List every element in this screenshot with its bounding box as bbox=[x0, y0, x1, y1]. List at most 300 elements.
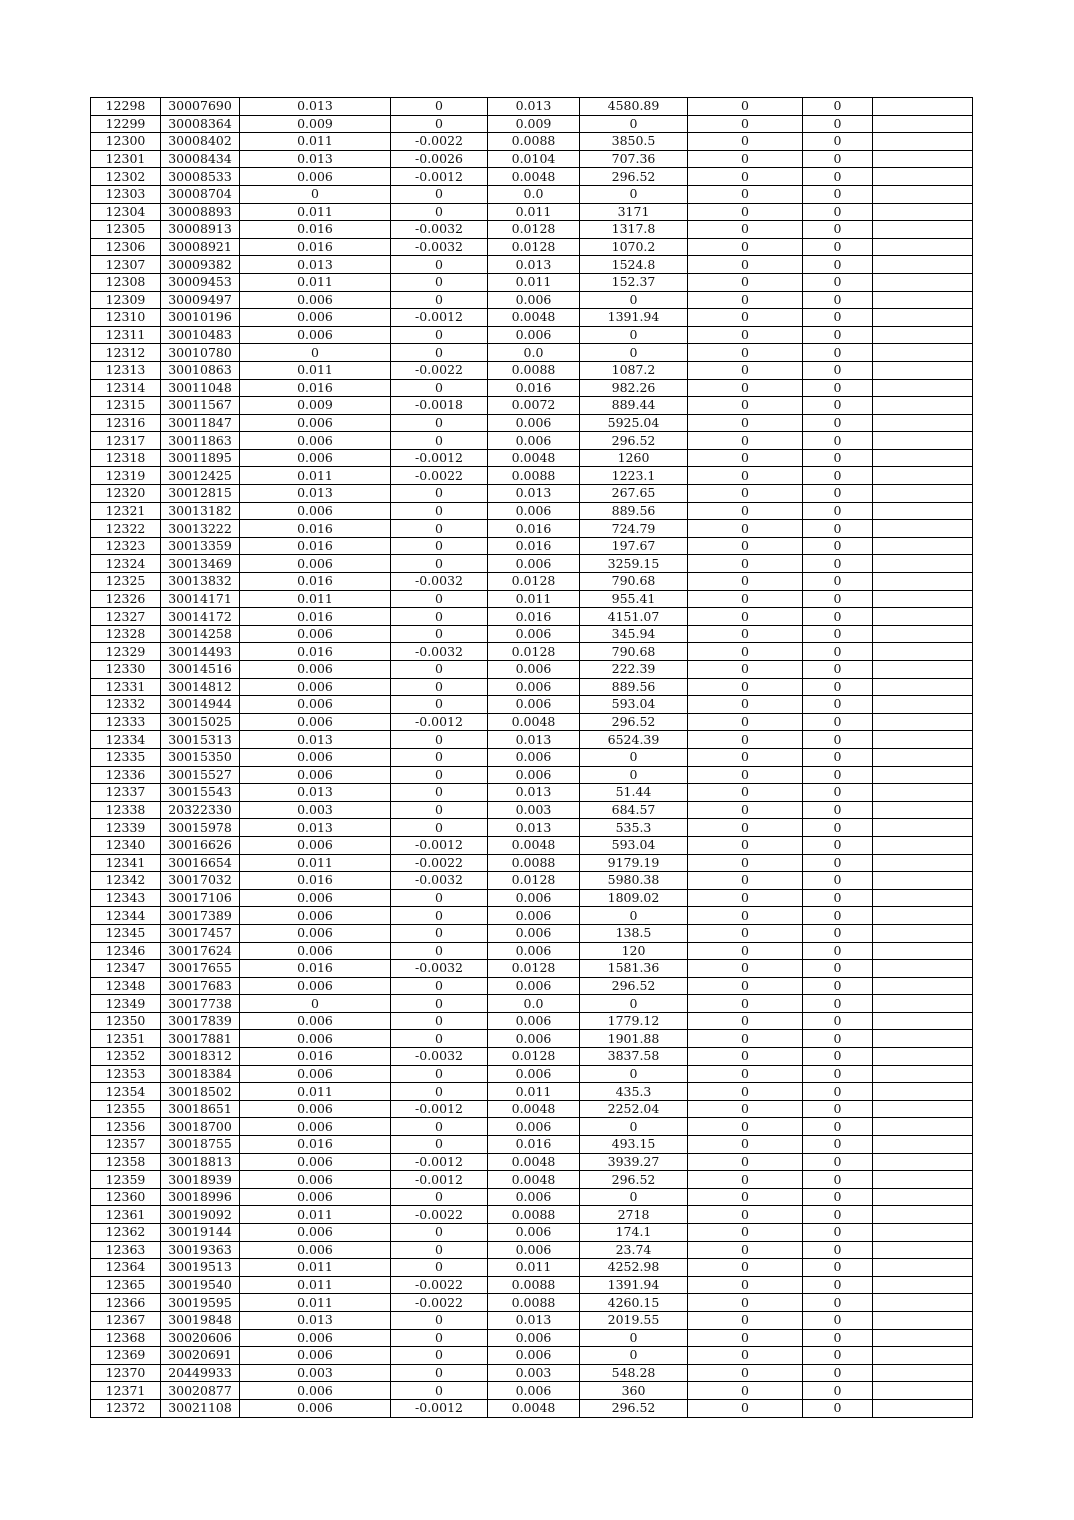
table-cell: 0 bbox=[803, 203, 873, 221]
table-cell: 30010780 bbox=[161, 344, 240, 362]
table-cell: 30020606 bbox=[161, 1329, 240, 1347]
table-cell: -0.0032 bbox=[391, 238, 488, 256]
table-cell: 1223.1 bbox=[580, 467, 688, 485]
table-cell: 0.006 bbox=[240, 1100, 391, 1118]
table-cell: 0.011 bbox=[488, 203, 580, 221]
table-cell: 30014493 bbox=[161, 643, 240, 661]
table-cell: 30017839 bbox=[161, 1012, 240, 1030]
table-cell: 12316 bbox=[91, 414, 161, 432]
table-cell: 0.0072 bbox=[488, 397, 580, 415]
table-cell: 0 bbox=[688, 1259, 803, 1277]
table-cell: 12339 bbox=[91, 819, 161, 837]
table-row bbox=[91, 1241, 973, 1259]
table-cell: 4580.89 bbox=[580, 98, 688, 116]
table-cell: 0 bbox=[688, 801, 803, 819]
table-cell bbox=[873, 449, 973, 467]
table-cell: 0.0048 bbox=[488, 449, 580, 467]
table-cell: 0.016 bbox=[488, 1136, 580, 1154]
table-row bbox=[91, 661, 973, 679]
table-cell bbox=[873, 784, 973, 802]
table-cell: 30012815 bbox=[161, 485, 240, 503]
table-row bbox=[91, 537, 973, 555]
table-cell: 30018813 bbox=[161, 1153, 240, 1171]
table-cell bbox=[873, 854, 973, 872]
table-cell: 0 bbox=[688, 414, 803, 432]
table-cell: 790.68 bbox=[580, 573, 688, 591]
table-row bbox=[91, 361, 973, 379]
table-cell bbox=[873, 397, 973, 415]
table-cell: 0 bbox=[688, 872, 803, 890]
table-cell: 0 bbox=[391, 1136, 488, 1154]
table-cell: 0.006 bbox=[240, 502, 391, 520]
table-cell: 593.04 bbox=[580, 836, 688, 854]
table-cell: 30018755 bbox=[161, 1136, 240, 1154]
table-cell: 12306 bbox=[91, 238, 161, 256]
table-cell: 30015350 bbox=[161, 748, 240, 766]
table-cell: 30019595 bbox=[161, 1294, 240, 1312]
table-cell: 0 bbox=[688, 520, 803, 538]
table-cell: 0.006 bbox=[488, 432, 580, 450]
table-cell: 30018651 bbox=[161, 1100, 240, 1118]
table-cell: 138.5 bbox=[580, 924, 688, 942]
table-cell: 30017106 bbox=[161, 889, 240, 907]
table-cell: 30012425 bbox=[161, 467, 240, 485]
table-cell: 0.006 bbox=[488, 326, 580, 344]
table-cell: 0 bbox=[391, 98, 488, 116]
table-cell bbox=[873, 836, 973, 854]
table-cell: 0 bbox=[688, 625, 803, 643]
table-row bbox=[91, 1259, 973, 1277]
table-row bbox=[91, 907, 973, 925]
table-cell: 0 bbox=[803, 1153, 873, 1171]
table-cell: 0.011 bbox=[488, 1259, 580, 1277]
table-cell: 4252.98 bbox=[580, 1259, 688, 1277]
table-row bbox=[91, 1364, 973, 1382]
table-cell bbox=[873, 1224, 973, 1242]
table-cell: 0 bbox=[688, 819, 803, 837]
table-cell: 0 bbox=[688, 995, 803, 1013]
table-cell bbox=[873, 485, 973, 503]
table-row bbox=[91, 185, 973, 203]
table-cell: 0.013 bbox=[488, 98, 580, 116]
table-cell: 724.79 bbox=[580, 520, 688, 538]
table-row bbox=[91, 256, 973, 274]
table-cell bbox=[873, 115, 973, 133]
table-cell: 0 bbox=[688, 449, 803, 467]
table-cell: 0 bbox=[391, 520, 488, 538]
table-cell bbox=[873, 1329, 973, 1347]
table-cell: 1779.12 bbox=[580, 1012, 688, 1030]
table-cell: 0 bbox=[803, 907, 873, 925]
table-cell: 12351 bbox=[91, 1030, 161, 1048]
table-cell: 0 bbox=[688, 98, 803, 116]
table-cell: 0 bbox=[240, 995, 391, 1013]
table-cell: 0 bbox=[391, 1118, 488, 1136]
table-cell: 12329 bbox=[91, 643, 161, 661]
table-cell: 0.016 bbox=[240, 608, 391, 626]
table-cell: -0.0022 bbox=[391, 1276, 488, 1294]
table-row bbox=[91, 1048, 973, 1066]
table-row bbox=[91, 273, 973, 291]
table-cell: 0.006 bbox=[240, 713, 391, 731]
table-cell: 0 bbox=[803, 344, 873, 362]
table-cell: 0 bbox=[688, 1329, 803, 1347]
table-cell: 0.016 bbox=[240, 1048, 391, 1066]
table-cell: 12299 bbox=[91, 115, 161, 133]
table-cell: 0.006 bbox=[240, 1347, 391, 1365]
table-cell: 0.011 bbox=[240, 467, 391, 485]
table-cell: 0 bbox=[391, 977, 488, 995]
table-cell bbox=[873, 1294, 973, 1312]
table-row bbox=[91, 555, 973, 573]
table-cell: 12335 bbox=[91, 748, 161, 766]
table-cell: 12347 bbox=[91, 960, 161, 978]
table-cell: 0 bbox=[688, 1171, 803, 1189]
table-cell: 12303 bbox=[91, 185, 161, 203]
table-cell: 267.65 bbox=[580, 485, 688, 503]
table-cell: 0 bbox=[803, 1224, 873, 1242]
table-cell bbox=[873, 1100, 973, 1118]
table-cell bbox=[873, 98, 973, 116]
table-cell: 0 bbox=[580, 344, 688, 362]
table-cell bbox=[873, 520, 973, 538]
table-cell: -0.0012 bbox=[391, 713, 488, 731]
table-cell: 30015527 bbox=[161, 766, 240, 784]
table-cell bbox=[873, 379, 973, 397]
table-cell: 0.006 bbox=[488, 696, 580, 714]
table-cell: 889.56 bbox=[580, 502, 688, 520]
table-cell: 12325 bbox=[91, 573, 161, 591]
table-cell: 12320 bbox=[91, 485, 161, 503]
table-cell: 0.006 bbox=[240, 977, 391, 995]
table-cell: 30017655 bbox=[161, 960, 240, 978]
table-cell: 12311 bbox=[91, 326, 161, 344]
table-cell: 30007690 bbox=[161, 98, 240, 116]
table-cell: 0.0088 bbox=[488, 854, 580, 872]
table-cell bbox=[873, 1259, 973, 1277]
table-cell: 0 bbox=[803, 361, 873, 379]
table-cell: 0 bbox=[688, 1065, 803, 1083]
table-cell: 30013222 bbox=[161, 520, 240, 538]
table-cell: 30017738 bbox=[161, 995, 240, 1013]
table-row bbox=[91, 1065, 973, 1083]
table-cell: 0 bbox=[803, 1399, 873, 1417]
table-cell: 0 bbox=[688, 1012, 803, 1030]
table-cell: 0 bbox=[803, 168, 873, 186]
table-cell: -0.0032 bbox=[391, 872, 488, 890]
table-cell: 0.013 bbox=[488, 731, 580, 749]
table-cell: -0.0026 bbox=[391, 150, 488, 168]
table-cell: 30016654 bbox=[161, 854, 240, 872]
table-cell: 0 bbox=[803, 379, 873, 397]
table-cell: 30020691 bbox=[161, 1347, 240, 1365]
table-cell: 0 bbox=[240, 344, 391, 362]
table-cell: 0.0048 bbox=[488, 713, 580, 731]
table-cell: 5925.04 bbox=[580, 414, 688, 432]
table-cell: 0 bbox=[803, 1171, 873, 1189]
table-cell: 0.011 bbox=[240, 854, 391, 872]
table-row bbox=[91, 98, 973, 116]
table-cell: 30010196 bbox=[161, 309, 240, 327]
table-cell: -0.0032 bbox=[391, 221, 488, 239]
table-cell bbox=[873, 1276, 973, 1294]
table-cell: 0.006 bbox=[240, 449, 391, 467]
table-cell bbox=[873, 203, 973, 221]
table-cell: 0 bbox=[391, 1382, 488, 1400]
table-row bbox=[91, 625, 973, 643]
table-row bbox=[91, 784, 973, 802]
table-cell: 0 bbox=[580, 115, 688, 133]
table-cell: 0 bbox=[580, 1347, 688, 1365]
table-cell: 12359 bbox=[91, 1171, 161, 1189]
table-cell: 0.013 bbox=[240, 731, 391, 749]
table-cell bbox=[873, 256, 973, 274]
table-cell: 296.52 bbox=[580, 713, 688, 731]
table-cell: 30015025 bbox=[161, 713, 240, 731]
table-cell: 2252.04 bbox=[580, 1100, 688, 1118]
table-cell: 0.0088 bbox=[488, 133, 580, 151]
table-cell: 3259.15 bbox=[580, 555, 688, 573]
table-row bbox=[91, 1311, 973, 1329]
table-cell: 0 bbox=[688, 555, 803, 573]
table-cell: -0.0032 bbox=[391, 960, 488, 978]
table-cell: 0 bbox=[688, 1048, 803, 1066]
table-cell: 0 bbox=[391, 537, 488, 555]
table-cell: 0.006 bbox=[240, 309, 391, 327]
table-cell: 30021108 bbox=[161, 1399, 240, 1417]
table-cell: 0.006 bbox=[240, 696, 391, 714]
table-cell: 0 bbox=[391, 661, 488, 679]
table-cell: 0 bbox=[688, 537, 803, 555]
table-cell: 0 bbox=[688, 1153, 803, 1171]
table-cell: 0.003 bbox=[488, 801, 580, 819]
table-cell: 0 bbox=[391, 942, 488, 960]
table-cell: 493.15 bbox=[580, 1136, 688, 1154]
table-cell: 0 bbox=[391, 185, 488, 203]
table-cell: 0 bbox=[803, 291, 873, 309]
table-cell: 0.011 bbox=[240, 1083, 391, 1101]
table-cell bbox=[873, 344, 973, 362]
table-cell: 30014812 bbox=[161, 678, 240, 696]
table-cell: 0 bbox=[803, 1048, 873, 1066]
table-row bbox=[91, 1347, 973, 1365]
table-cell: 0 bbox=[688, 485, 803, 503]
table-cell: 30020877 bbox=[161, 1382, 240, 1400]
table-cell: 0 bbox=[688, 115, 803, 133]
table-cell: 0 bbox=[803, 784, 873, 802]
table-row bbox=[91, 168, 973, 186]
table-row bbox=[91, 766, 973, 784]
table-cell: 0.016 bbox=[488, 537, 580, 555]
table-cell bbox=[873, 467, 973, 485]
table-cell bbox=[873, 1153, 973, 1171]
table-cell: 0 bbox=[688, 1311, 803, 1329]
table-cell bbox=[873, 678, 973, 696]
table-cell: 30008913 bbox=[161, 221, 240, 239]
table-cell: 0 bbox=[803, 995, 873, 1013]
table-cell: 0.009 bbox=[240, 115, 391, 133]
table-cell: 12352 bbox=[91, 1048, 161, 1066]
table-cell: 0.0128 bbox=[488, 221, 580, 239]
table-cell: 0.006 bbox=[488, 766, 580, 784]
table-cell: 0 bbox=[391, 766, 488, 784]
table-cell: 12305 bbox=[91, 221, 161, 239]
table-cell: 0.016 bbox=[488, 520, 580, 538]
table-cell: 1391.94 bbox=[580, 309, 688, 327]
table-cell: 0 bbox=[688, 977, 803, 995]
table-cell: 51.44 bbox=[580, 784, 688, 802]
table-cell: 1070.2 bbox=[580, 238, 688, 256]
table-cell: 30017457 bbox=[161, 924, 240, 942]
table-cell: 30010863 bbox=[161, 361, 240, 379]
table-cell: 0 bbox=[803, 537, 873, 555]
table-cell: 0 bbox=[391, 1241, 488, 1259]
table-row bbox=[91, 836, 973, 854]
table-cell: 12361 bbox=[91, 1206, 161, 1224]
table-cell: 0 bbox=[688, 1118, 803, 1136]
table-cell: 0 bbox=[803, 643, 873, 661]
table-cell: 0 bbox=[803, 590, 873, 608]
table-cell: 0.0128 bbox=[488, 643, 580, 661]
table-cell: 0 bbox=[803, 485, 873, 503]
table-cell: 0.0128 bbox=[488, 1048, 580, 1066]
table-row bbox=[91, 221, 973, 239]
table-cell bbox=[873, 555, 973, 573]
table-cell: 0.011 bbox=[240, 1206, 391, 1224]
table-cell: 12365 bbox=[91, 1276, 161, 1294]
table-cell: 0 bbox=[803, 1030, 873, 1048]
table-cell: 1087.2 bbox=[580, 361, 688, 379]
table-cell: 0 bbox=[688, 960, 803, 978]
table-cell: 0.006 bbox=[488, 502, 580, 520]
table-cell: 0.006 bbox=[240, 555, 391, 573]
table-cell: 0 bbox=[391, 608, 488, 626]
table-cell: 0.0048 bbox=[488, 1171, 580, 1189]
table-cell: 3939.27 bbox=[580, 1153, 688, 1171]
table-row bbox=[91, 608, 973, 626]
table-row bbox=[91, 696, 973, 714]
table-cell: 12362 bbox=[91, 1224, 161, 1242]
table-cell: 0 bbox=[391, 203, 488, 221]
table-row bbox=[91, 502, 973, 520]
table-cell: 1901.88 bbox=[580, 1030, 688, 1048]
table-row bbox=[91, 731, 973, 749]
table-cell: 30008921 bbox=[161, 238, 240, 256]
table-cell: 0 bbox=[803, 309, 873, 327]
table-cell: 0 bbox=[803, 1188, 873, 1206]
table-cell: 0.003 bbox=[488, 1364, 580, 1382]
table-cell: 12370 bbox=[91, 1364, 161, 1382]
table-cell: 0 bbox=[580, 185, 688, 203]
table-cell: 30018996 bbox=[161, 1188, 240, 1206]
table-cell: 2718 bbox=[580, 1206, 688, 1224]
table-cell: 30009497 bbox=[161, 291, 240, 309]
table-cell: 0 bbox=[391, 731, 488, 749]
table-cell: 0.006 bbox=[488, 1224, 580, 1242]
table-row bbox=[91, 573, 973, 591]
table-row bbox=[91, 1329, 973, 1347]
table-cell: 0 bbox=[803, 555, 873, 573]
table-cell bbox=[873, 1083, 973, 1101]
table-cell: 593.04 bbox=[580, 696, 688, 714]
table-cell bbox=[873, 696, 973, 714]
table-cell: 0 bbox=[688, 150, 803, 168]
table-row bbox=[91, 379, 973, 397]
table-cell: 0 bbox=[803, 1294, 873, 1312]
table-cell: 0 bbox=[688, 221, 803, 239]
table-cell bbox=[873, 221, 973, 239]
table-cell: 30019848 bbox=[161, 1311, 240, 1329]
table-cell: 12323 bbox=[91, 537, 161, 555]
table-cell: 30019513 bbox=[161, 1259, 240, 1277]
table-cell bbox=[873, 573, 973, 591]
table-cell: 0 bbox=[803, 1329, 873, 1347]
table-cell bbox=[873, 942, 973, 960]
table-row bbox=[91, 942, 973, 960]
table-cell: -0.0022 bbox=[391, 854, 488, 872]
table-cell: 30011895 bbox=[161, 449, 240, 467]
table-cell: 0 bbox=[803, 449, 873, 467]
table-cell: 790.68 bbox=[580, 643, 688, 661]
table-cell: 0 bbox=[391, 748, 488, 766]
table-cell: 0.0048 bbox=[488, 1399, 580, 1417]
table-cell: 0.006 bbox=[488, 924, 580, 942]
table-cell: 0 bbox=[688, 133, 803, 151]
table-cell: 0.013 bbox=[240, 256, 391, 274]
table-cell: 0.0128 bbox=[488, 573, 580, 591]
table-cell: 0 bbox=[688, 854, 803, 872]
table-cell: 0.016 bbox=[240, 960, 391, 978]
table-cell: 4260.15 bbox=[580, 1294, 688, 1312]
table-cell: 30008893 bbox=[161, 203, 240, 221]
table-row bbox=[91, 1224, 973, 1242]
table-cell: 0 bbox=[688, 256, 803, 274]
table-cell: 0.016 bbox=[240, 643, 391, 661]
table-cell: 0.006 bbox=[488, 291, 580, 309]
table-cell: 0 bbox=[391, 1311, 488, 1329]
table-cell: 0 bbox=[803, 185, 873, 203]
table-cell: -0.0032 bbox=[391, 1048, 488, 1066]
table-cell: 30011847 bbox=[161, 414, 240, 432]
table-cell: 0 bbox=[803, 98, 873, 116]
table-cell: 12343 bbox=[91, 889, 161, 907]
table-cell bbox=[873, 960, 973, 978]
table-cell: 20322330 bbox=[161, 801, 240, 819]
table-cell: 0 bbox=[688, 1347, 803, 1365]
table-cell: 30013832 bbox=[161, 573, 240, 591]
table-cell: 0.011 bbox=[240, 361, 391, 379]
table-cell bbox=[873, 1206, 973, 1224]
table-cell bbox=[873, 872, 973, 890]
table-cell: 0 bbox=[688, 696, 803, 714]
table-cell: 0 bbox=[803, 942, 873, 960]
table-cell bbox=[873, 625, 973, 643]
table-cell: 0.0128 bbox=[488, 872, 580, 890]
table-cell: 1391.94 bbox=[580, 1276, 688, 1294]
table-cell: 0.011 bbox=[240, 1276, 391, 1294]
table-cell: 0 bbox=[391, 1329, 488, 1347]
table-row bbox=[91, 713, 973, 731]
table-cell: 1524.8 bbox=[580, 256, 688, 274]
table-cell: 0 bbox=[688, 661, 803, 679]
table-cell: 0 bbox=[688, 291, 803, 309]
table-cell: 0 bbox=[391, 326, 488, 344]
table-cell: 30014258 bbox=[161, 625, 240, 643]
table-cell bbox=[873, 1311, 973, 1329]
table-row bbox=[91, 326, 973, 344]
table-cell: 12302 bbox=[91, 168, 161, 186]
table-cell: 5980.38 bbox=[580, 872, 688, 890]
